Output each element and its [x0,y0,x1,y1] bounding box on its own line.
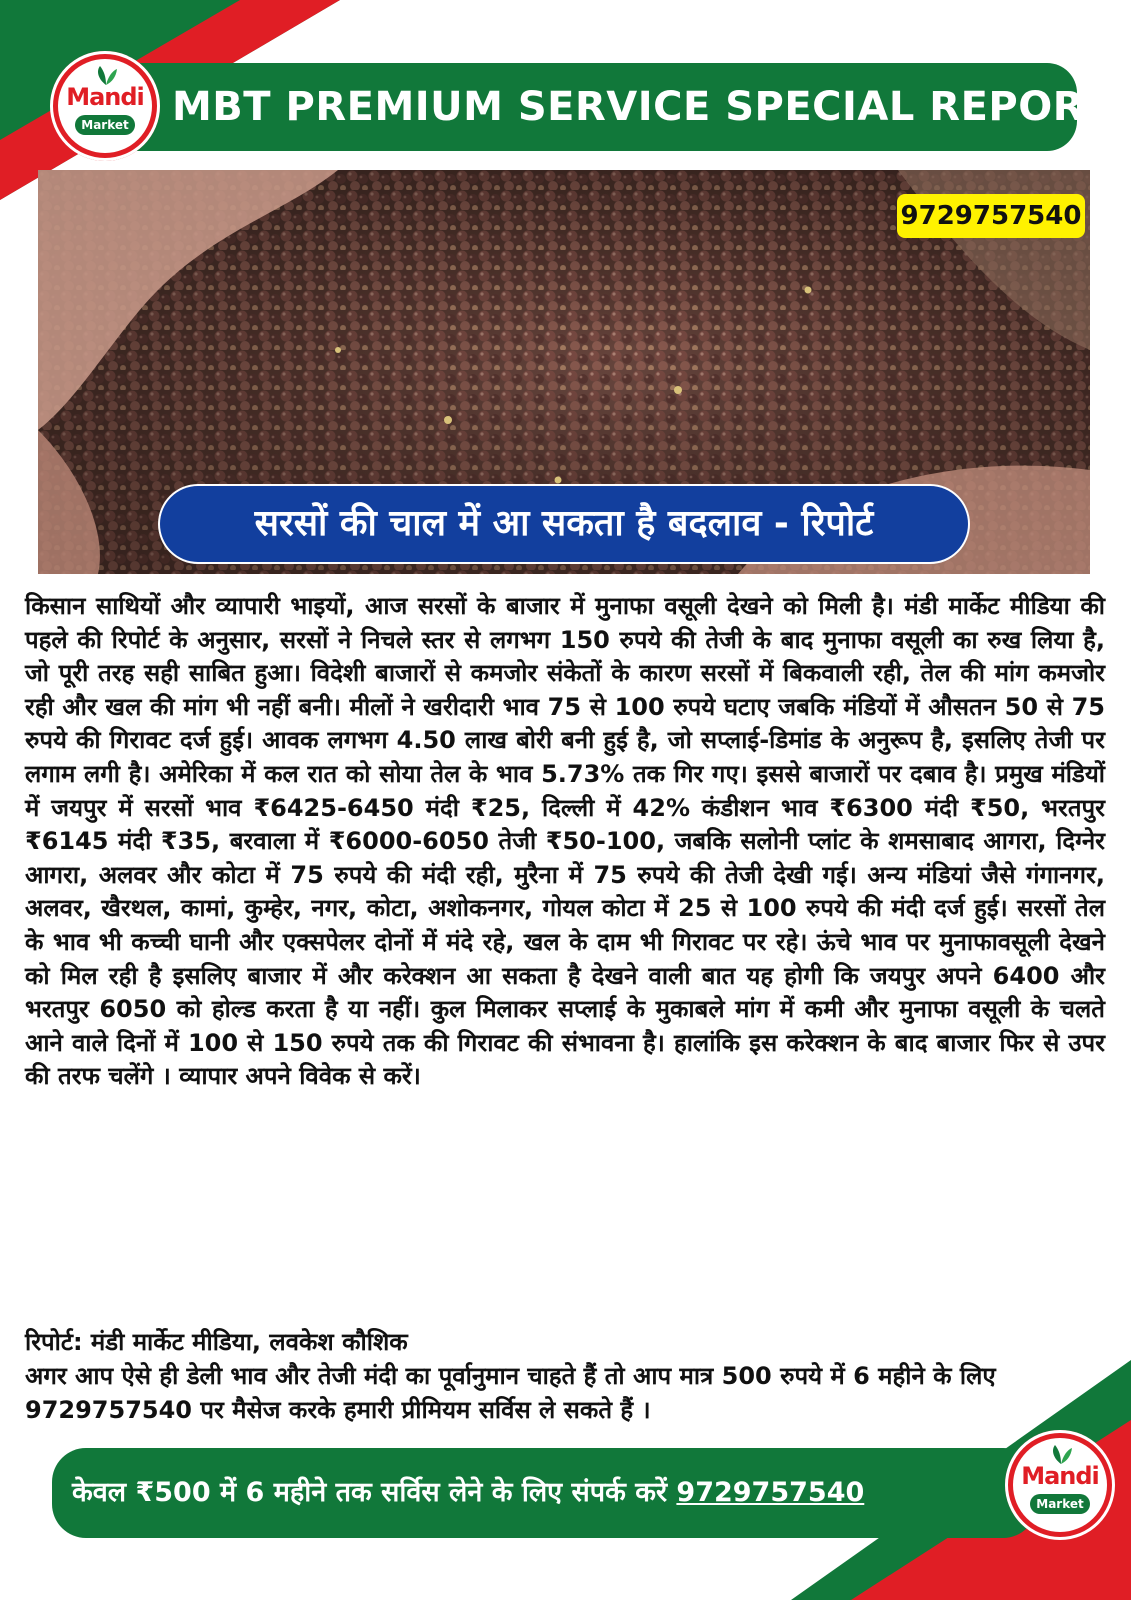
mandi-market-logo-footer [1005,1430,1115,1540]
logo-badge [58,59,152,153]
report-headline: सरसों की चाल में आ सकता है बदलाव - रिपोर्ट [160,486,968,562]
footer-phone-link[interactable]: 9729757540 [676,1477,865,1508]
article-byline: रिपोर्ट: मंडी मार्केट मीडिया, लवकेश कौशिक [25,1328,408,1356]
logo-sub-footer: Market [1030,1494,1090,1514]
logo-badge-footer [1013,1438,1107,1532]
footer-contact [72,1448,1002,1538]
logo-sub: Market [75,115,135,135]
mandi-market-logo [50,51,160,161]
premium-service-promo: अगर आप ऐसे ही डेली भाव और तेजी मंदी का पूर्वानुमान चाहते हैं तो आप मात्र 500 रुपये में 6 महीने के लिए 9729757540 पर मैसेज करके हमारी प्रीमियम सर्विस ले सकते हैं । [25,1362,996,1424]
logo-name-footer: Mandi [1021,1462,1099,1490]
article-body: किसान साथियों और व्यापारी भाइयों, आज सरसों के बाजार में मुनाफा वसूली देखने को मिली है। मंडी मार्केट मीडिया की पहले की रिपोर्ट के अनुसार, सरसों ने निचले स्तर से लगभग 150 रुपये की तेजी के बाद मुनाफा वसूली का रुख लिया है, जो पूरी तरह सही साबित हुआ। विदेशी बाजारों से कमजोर संकेतों के कारण सरसों में बिकवाली रही, तेल की मांग कमजोर रही और खल की मांग भी नहीं बनी। मीलों ने खरीदारी भाव 75 से 100 रुपये घटाए जबकि मंडियों में औसतन 50 से 75 रुपये की गिरावट दर्ज हुई। आवक लगभग 4.50 लाख बोरी बनी हुई है, जो सप्लाई-डिमांड के अनुरूप है, इसलिए तेजी पर लगाम लगी है। अमेरिका में कल रात को सोया तेल के भाव 5.73% तक गिर गए। इससे बाजारों पर दबाव है। प्रमुख मंडियों में जयपुर में सरसों भाव ₹6425-6450 मंदी ₹25, दिल्ली में 42% कंडीशन भाव ₹6300 मंदी ₹50, भरतपुर ₹6145 मंदी ₹35, बरवाला में ₹6000-6050 तेजी ₹50-100, जबकि सलोनी प्लांट के शमसाबाद आगरा, दिग्नेर आगरा, अलवर और कोटा में 75 रुपये की मंदी रही, मुरैना में 75 रुपये की तेजी देखी गई। अन्य मंडियां जैसे गंगानगर, अलवर, खैरथल, कामां, कुम्हेर, नगर, कोटा, अशोकनगर, गोयल कोटा में 25 से 100 रुपये की मंदी दर्ज हुई। सरसों तेल के भाव भी कच्ची घानी और एक्सपेलर दोनों में मंदे रहे, खल के दाम भी गिरावट पर रहे। ऊंचे भाव पर मुनाफावसूली देखने को मिल रही है इसलिए बाजार में और करेक्शन आ सकता है देखने वाली बात यह होगी कि जयपुर अपने 6400 और भरतपुर 6050 को होल्ड करता है या नहीं। कुल मिलाकर सप्लाई के मुकाबले मांग में कमी और मुनाफा वसूली के चलते आने वाले दिनों में 100 से 150 रुपये तक की गिरावट की संभावना है। हालांकि इस करेक्शन के बाद बाजार फिर से उपर की तरफ चलेंगे । व्यापार अपने विवेक से करें। [25,592,1105,1091]
footer-offer-text: केवल ₹500 में 6 महीने तक सर्विस लेने के लिए संपर्क करें [72,1477,667,1508]
phone-badge: 9729757540 [897,194,1085,238]
leaf-icon [1049,1444,1073,1464]
header-title: MBT PREMIUM SERVICE SPECIAL REPORT [172,84,1111,130]
leaf-icon [94,65,118,85]
logo-name: Mandi [66,83,144,111]
